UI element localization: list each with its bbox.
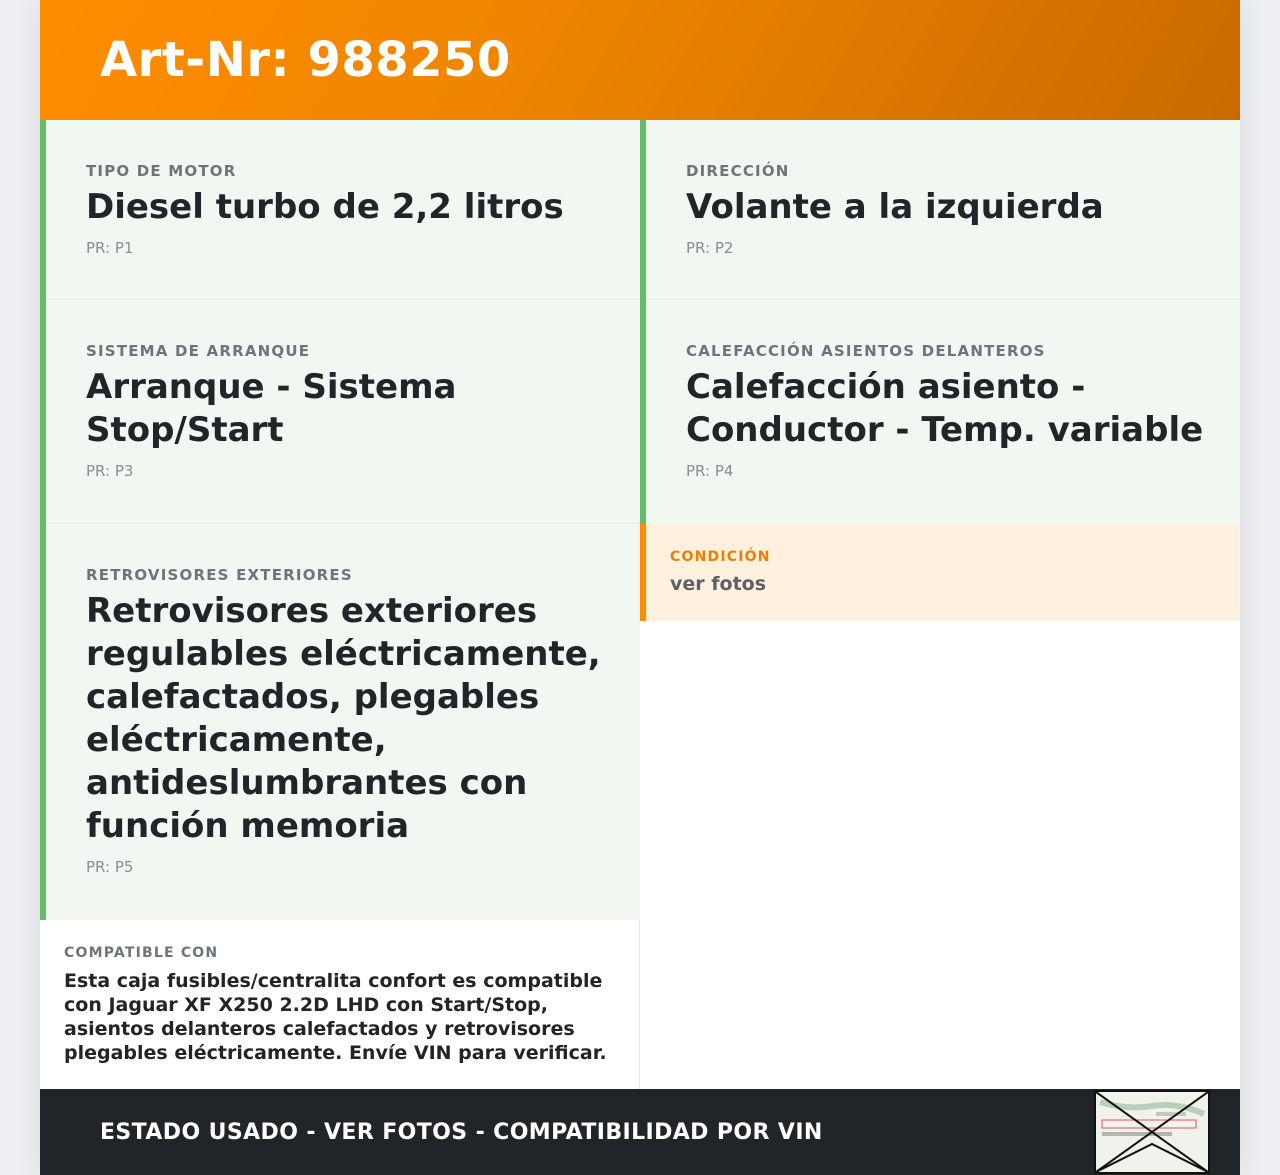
page-header	[40, 0, 1240, 120]
spec-front-seat-heating	[640, 300, 1240, 524]
spec-steering	[640, 120, 1240, 300]
page-footer	[40, 1089, 1240, 1175]
spec-pr-code: PR: P5	[86, 858, 134, 876]
spec-start-system	[40, 300, 640, 524]
condition-label: CONDICIÓN	[670, 549, 771, 565]
spec-label: DIRECCIÓN	[686, 162, 790, 180]
spec-label: CALEFACCIÓN ASIENTOS DELANTEROS	[686, 342, 1046, 360]
condition-value: ver fotos	[670, 573, 767, 595]
compatibility-text: Esta caja fusibles/centralita confort es compatible con Jaguar XF X250 2.2D LHD con Start/Stop, asientos delanteros calefactados y retrovisores plegables eléctricamente. Envíe VIN para verificar.	[64, 970, 607, 1064]
spec-value: Retrovisores exteriores regulables eléctricamente, calefactados, plegables eléctricamente, antideslumbrantes con función memoria	[86, 591, 601, 846]
product-sheet	[40, 0, 1240, 1175]
spec-label: SISTEMA DE ARRANQUE	[86, 342, 311, 360]
row-divider	[46, 523, 640, 524]
spec-value: Arranque - Sistema Stop/Start	[86, 367, 457, 450]
spec-pr-code: PR: P2	[686, 239, 734, 257]
condition-box	[640, 524, 1240, 621]
spec-label: TIPO DE MOTOR	[86, 162, 237, 180]
vin-label-photo-thumbnail[interactable]	[1094, 1090, 1210, 1174]
spec-value: Diesel turbo de 2,2 litros	[86, 187, 564, 227]
row-divider	[46, 299, 640, 300]
article-number-title: Art-Nr: 988250	[100, 32, 511, 88]
spec-engine-type	[40, 120, 640, 300]
row-divider	[646, 299, 1240, 300]
spec-pr-code: PR: P4	[686, 462, 734, 480]
spec-value: Volante a la izquierda	[686, 187, 1104, 227]
spec-label: RETROVISORES EXTERIORES	[86, 566, 353, 584]
spec-pr-code: PR: P3	[86, 462, 134, 480]
footer-text: ESTADO USADO - VER FOTOS - COMPATIBILIDAD POR VIN	[100, 1119, 823, 1145]
envelope-photo-icon	[1096, 1092, 1208, 1172]
spec-pr-code: PR: P1	[86, 239, 134, 257]
spec-exterior-mirrors	[40, 524, 640, 920]
spec-value: Calefacción asiento - Conductor - Temp. variable	[686, 367, 1204, 450]
compatibility-label: COMPATIBLE CON	[64, 945, 219, 961]
compatibility-box	[40, 920, 640, 1089]
